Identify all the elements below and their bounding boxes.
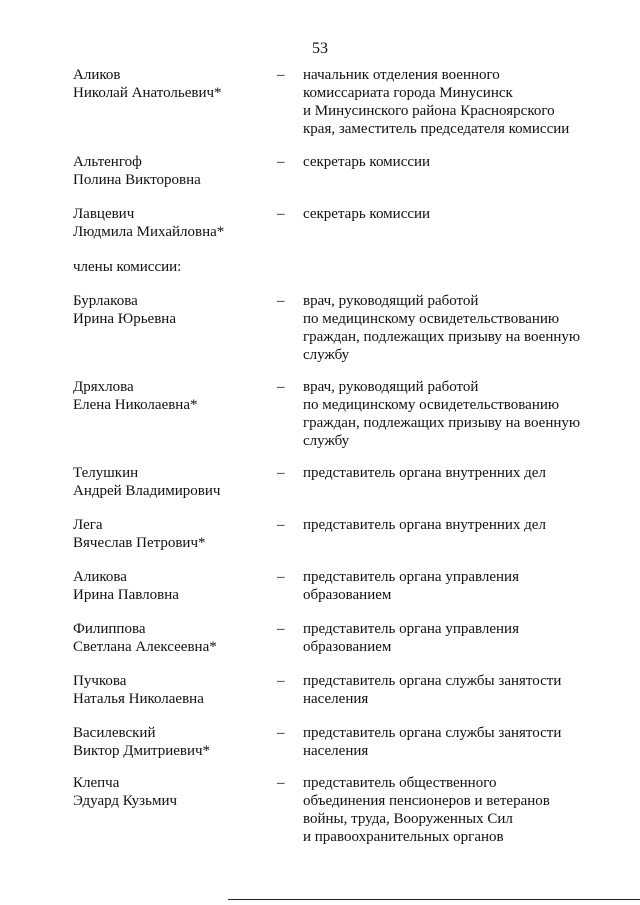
dash-separator: – [277, 67, 285, 83]
dash-separator: – [277, 673, 285, 689]
member-role: представитель органа внутренних дел [303, 517, 546, 533]
member-role: представитель органа управления образованием [303, 621, 519, 655]
member-name: Лега Вячеслав Петрович* [73, 517, 206, 551]
dash-separator: – [277, 465, 285, 481]
member-role: представитель органа службы занятости населения [303, 673, 562, 707]
dash-separator: – [277, 725, 285, 741]
member-name: Клепча Эдуард Кузьмич [73, 775, 178, 809]
member-role: представитель общественного объединения пенсионеров и ветеранов войны, труда, Вооруженных Сил и правоохранительных органов [303, 775, 550, 845]
page-number: 53 [312, 40, 328, 57]
member-name: Альтенгоф Полина Викторовна [73, 154, 201, 188]
dash-separator: – [277, 379, 285, 395]
dash-separator: – [277, 293, 285, 309]
dash-separator: – [277, 775, 285, 791]
member-name: Телушкин Андрей Владимирович [73, 465, 221, 499]
footer-rule [228, 899, 640, 900]
member-role: начальник отделения военного комиссариата города Минусинск и Минусинского района Красноярского края, заместитель председателя комиссии [303, 67, 570, 137]
member-role: врач, руководящий работой по медицинскому освидетельствованию граждан, подлежащих призыву на военную службу [303, 293, 581, 363]
member-name: Дряхлова Елена Николаевна* [73, 379, 198, 413]
dash-separator: – [277, 154, 285, 170]
dash-separator: – [277, 517, 285, 533]
member-role: врач, руководящий работой по медицинскому освидетельствованию граждан, подлежащих призыву на военную службу [303, 379, 581, 449]
member-name: Бурлакова Ирина Юрьевна [73, 293, 176, 327]
member-role: секретарь комиссии [303, 154, 431, 170]
section-label: члены комиссии: [73, 259, 182, 275]
member-role: представитель органа внутренних дел [303, 465, 546, 481]
dash-separator: – [277, 621, 285, 637]
member-role: секретарь комиссии [303, 206, 431, 222]
dash-separator: – [277, 569, 285, 585]
member-role: представитель органа службы занятости населения [303, 725, 562, 759]
member-name: Аликова Ирина Павловна [73, 569, 179, 603]
dash-separator: – [277, 206, 285, 222]
member-name: Лавцевич Людмила Михайловна* [73, 206, 225, 240]
member-name: Филиппова Светлана Алексеевна* [73, 621, 217, 655]
member-name: Пучкова Наталья Николаевна [73, 673, 204, 707]
member-name: Аликов Николай Анатольевич* [73, 67, 222, 101]
member-name: Василевский Виктор Дмитриевич* [73, 725, 211, 759]
member-role: представитель органа управления образованием [303, 569, 519, 603]
